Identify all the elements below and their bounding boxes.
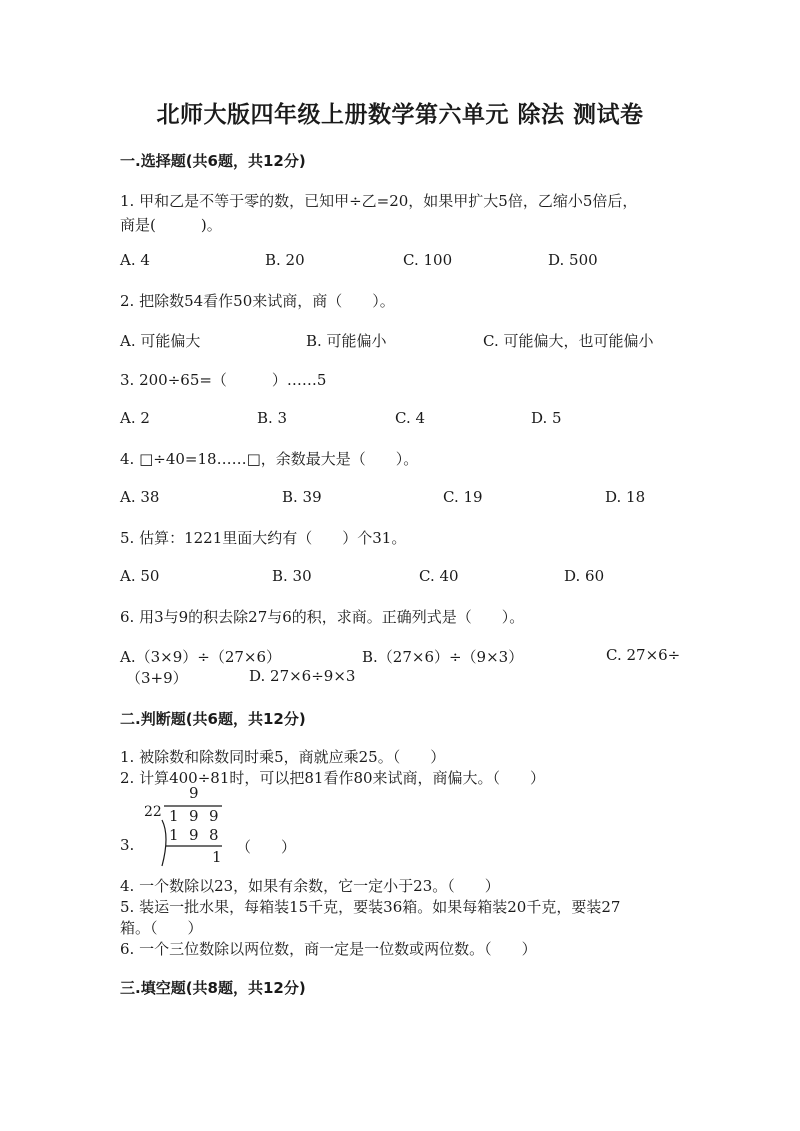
- question-3-option-c: C. 4: [395, 409, 426, 427]
- product-digit-2: 9: [189, 826, 199, 844]
- judgment-item-2: 2. 计算400÷81时，可以把81看作80来试商，商偏大。（ ）: [120, 769, 546, 787]
- judgment-item-3-label: 3.: [120, 836, 135, 854]
- question-5-option-c: C. 40: [419, 567, 459, 585]
- judgment-item-1: 1. 被除数和除数同时乘5，商就应乘25。（ ）: [120, 748, 446, 766]
- judgment-item-6: 6. 一个三位数除以两位数，商一定是一位数或两位数。（ ）: [120, 940, 537, 958]
- division-quotient: 9: [189, 784, 199, 802]
- question-1-stem-line2: 商是( )。: [120, 216, 222, 234]
- judgment-item-5-line1: 5. 装运一批水果，每箱装15千克，要装36箱。如果每箱装20千克，要装27: [120, 898, 621, 916]
- question-1-option-a: A. 4: [120, 251, 150, 269]
- dividend-digit-2: 9: [189, 807, 199, 825]
- question-2-option-c: C. 可能偏大，也可能偏小: [483, 332, 654, 350]
- question-6-option-c-continued: （3+9）: [126, 669, 188, 687]
- judgment-item-4: 4. 一个数除以23，如果有余数，它一定小于23。（ ）: [120, 877, 500, 895]
- long-division-figure: [140, 784, 230, 868]
- question-5-option-b: B. 30: [272, 567, 312, 585]
- division-divisor: 22: [144, 804, 162, 820]
- question-3-stem: 3. 200÷65=（ ）……5: [120, 371, 327, 389]
- question-6-option-a: A.（3×9）÷（27×6）: [120, 648, 282, 666]
- section-heading-fill-blank: 三.填空题(共8题，共12分): [120, 979, 306, 997]
- question-1-option-d: D. 500: [548, 251, 598, 269]
- question-5-option-a: A. 50: [120, 567, 160, 585]
- question-2-stem: 2. 把除数54看作50来试商，商（ ）。: [120, 292, 395, 310]
- question-3-option-b: B. 3: [257, 409, 288, 427]
- product-digit-1: 1: [169, 826, 179, 844]
- division-remainder: 1: [212, 848, 222, 866]
- question-6-option-d: D. 27×6÷9×3: [249, 667, 356, 685]
- dividend-digit-3: 9: [209, 807, 219, 825]
- dividend-digit-1: 1: [169, 807, 179, 825]
- question-5-option-d: D. 60: [564, 567, 605, 585]
- question-4-option-b: B. 39: [282, 488, 322, 506]
- judgment-item-3-blank: （ ）: [236, 838, 297, 856]
- question-6-stem: 6. 用3与9的积去除27与6的积，求商。正确列式是（ ）。: [120, 608, 525, 626]
- question-4-option-c: C. 19: [443, 488, 483, 506]
- question-4-stem: 4. □÷40=18……□，余数最大是（ ）。: [120, 450, 419, 468]
- question-2-option-a: A. 可能偏大: [120, 332, 201, 350]
- question-3-option-a: A. 2: [120, 409, 150, 427]
- question-6-option-b: B.（27×6）÷（9×3）: [362, 648, 524, 666]
- question-5-stem: 5. 估算：1221里面大约有（ ）个31。: [120, 529, 407, 547]
- question-4-option-a: A. 38: [120, 488, 160, 506]
- question-1-stem-line1: 1. 甲和乙是不等于零的数，已知甲÷乙=20，如果甲扩大5倍，乙缩小5倍后，: [120, 192, 638, 210]
- question-3-option-d: D. 5: [531, 409, 562, 427]
- page-title: 北师大版四年级上册数学第六单元 除法 测试卷: [156, 102, 644, 128]
- question-6-option-c: C. 27×6÷: [606, 646, 681, 664]
- section-heading-judgment: 二.判断题(共6题，共12分): [120, 710, 306, 728]
- question-1-option-b: B. 20: [265, 251, 305, 269]
- question-1-option-c: C. 100: [403, 251, 453, 269]
- judgment-item-5-line2: 箱。（ ）: [120, 919, 203, 937]
- product-digit-3: 8: [209, 826, 219, 844]
- question-4-option-d: D. 18: [605, 488, 646, 506]
- section-heading-choice: 一.选择题(共6题，共12分): [120, 152, 306, 170]
- question-2-option-b: B. 可能偏小: [306, 332, 387, 350]
